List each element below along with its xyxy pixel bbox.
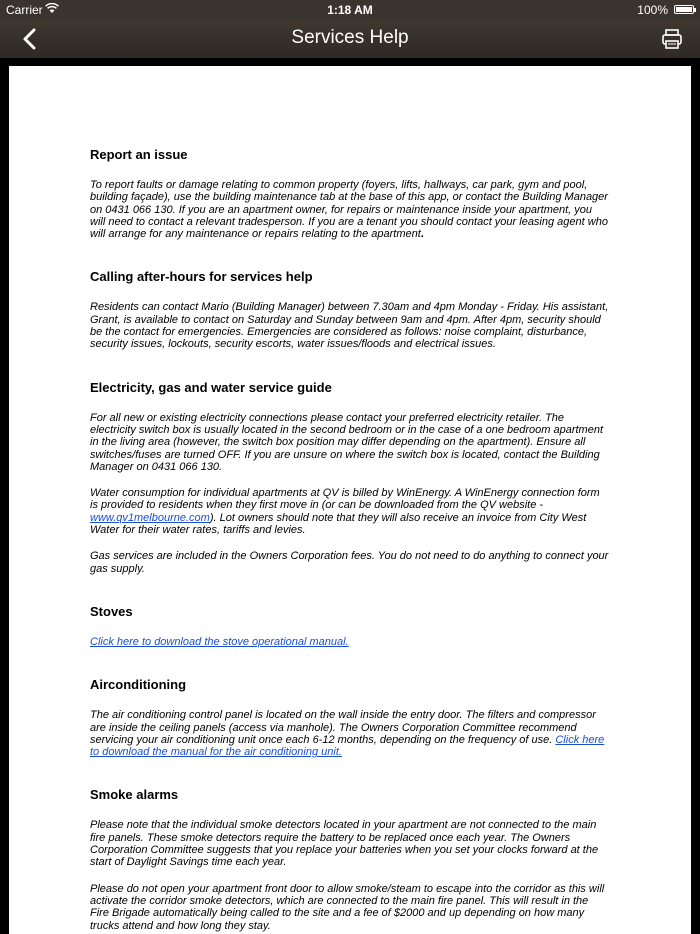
battery-percentage: 100% bbox=[637, 3, 668, 17]
section-heading: Stoves bbox=[90, 603, 133, 619]
paragraph: For all new or existing electricity connections please contact your preferred electricity retailer. The electricity switch box is usually located in the second bedroom or in the case of a one bedroom apartment in the living area (however, the switch box position may differ depending on the apartment). Ensure all switches/fuses are turned OFF. If you are unsure on where the switch box is located, contact the Building Manager on 0431 066 130. bbox=[90, 411, 603, 473]
paragraph: Please do not open your apartment front door to allow smoke/steam to escape into the corridor as this will activate the corridor smoke detectors, which are connected to the main fire panel. This will result in the Fire Brigade automatically being called to the site and a fee of $2000 and up depending on how many trucks attend and how long they stay. bbox=[90, 882, 605, 932]
paragraph bbox=[90, 179, 610, 240]
page-title: Services Help bbox=[291, 27, 409, 48]
paragraph bbox=[90, 709, 610, 758]
qv-website-link[interactable]: www.qv1melbourne.com bbox=[90, 511, 210, 524]
navigation-bar bbox=[0, 20, 700, 58]
printer-icon bbox=[661, 28, 683, 50]
paragraph-text: Water consumption for individual apartments at QV is billed by WinEnergy. A WinEnergy connection form is provided to residents when they first move in (or can be downloaded from the QV website - bbox=[90, 487, 600, 512]
section-heading: Report an issue bbox=[90, 147, 188, 162]
section-stoves bbox=[90, 604, 610, 648]
section-airconditioning bbox=[90, 677, 610, 758]
print-button[interactable] bbox=[658, 25, 686, 53]
section-utilities bbox=[90, 380, 610, 575]
status-bar bbox=[0, 0, 700, 20]
section-heading: Calling after-hours for services help bbox=[90, 269, 313, 285]
paragraph: Gas services are included in the Owners Corporation fees. You do not need to do anything to connect your gas supply. bbox=[90, 550, 609, 575]
section-after-hours bbox=[90, 269, 610, 350]
paragraph: Please note that the individual smoke detectors located in your apartment are not connected to the main fire panels. These smoke detectors require the battery to be replaced once each year. The Owners Corporation Committee suggests that you replace your batteries when you set your clocks forward at the start of Daylight Savings time each year. bbox=[90, 819, 599, 869]
help-content bbox=[90, 147, 610, 934]
paragraph-end: . bbox=[420, 228, 424, 241]
paragraph-text: To report faults or damage relating to common property (foyers, lifts, hallways, car park, gym and pool, building façade), use the building maintenance tab at the base of this app, or contact the Building Manager on 0431 066 130. If you are an apartment owner, for repairs or maintenance inside your apartment, you will need to contact a relevant tradesperson. If you are a tenant you should contact your leasing agent who will arrange for any maintenance or repairs relating to the apartment bbox=[90, 179, 608, 241]
document-page[interactable] bbox=[9, 66, 691, 934]
section-report-issue bbox=[90, 147, 610, 240]
section-smoke-alarms bbox=[90, 787, 610, 931]
aircon-manual-link[interactable]: Click here to download the manual for the air conditioning unit. bbox=[90, 733, 605, 759]
section-heading: Electricity, gas and water service guide bbox=[90, 379, 332, 395]
paragraph bbox=[90, 487, 610, 536]
battery-icon bbox=[674, 5, 694, 14]
section-heading: Smoke alarms bbox=[90, 787, 179, 803]
section-heading: Airconditioning bbox=[90, 677, 187, 693]
paragraph-text: ). Lot owners should note that they will also receive an invoice from City West Water for their water rates, tariffs and levies. bbox=[90, 511, 587, 537]
status-time: 1:18 AM bbox=[327, 3, 373, 17]
paragraph bbox=[90, 636, 610, 648]
stove-manual-link[interactable]: Click here to download the stove operational manual. bbox=[90, 635, 349, 648]
paragraph-text: The air conditioning control panel is located on the wall inside the entry door. The filters and compressor are inside the ceiling panels (access via manhole). The Owners Corporation Committee recommend servicing your air conditioning unit once each 6-12 months, depending on the frequency of use. bbox=[90, 709, 596, 746]
paragraph: Residents can contact Mario (Building Manager) between 7.30am and 4pm Monday - Friday. His assistant, Grant, is available to contact on Saturday and Sunday between 9am and 4pm. After 4pm, security should be the contact for emergencies. Emergencies are considered as follows: noise complaint, disturbance, security issues, lockouts, security escorts, water issues/floods and electrical issues. bbox=[90, 301, 609, 351]
carrier-label: Carrier bbox=[6, 3, 43, 17]
